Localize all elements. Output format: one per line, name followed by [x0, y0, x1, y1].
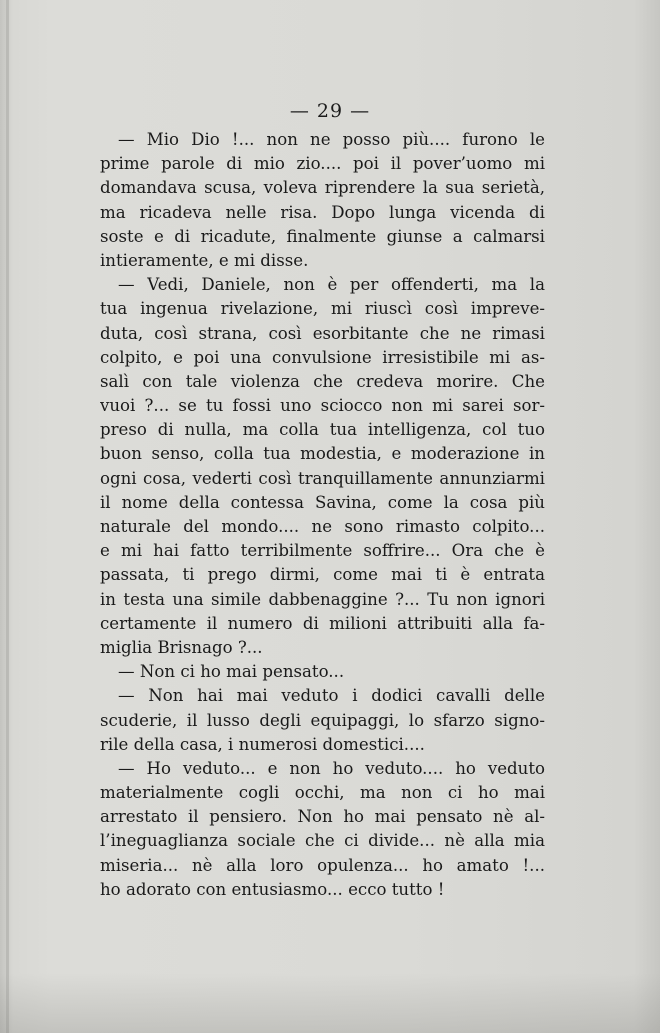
text-line: domandava scusa, voleva riprendere la sua serietà,	[100, 178, 545, 198]
page-binding-edge	[6, 0, 9, 1033]
text-line: — Mio Dio !... non ne posso più.... furono le	[118, 130, 545, 149]
text-line: preso di nulla, ma colla tua intelligenza, col tuo	[100, 420, 545, 440]
text-line: ogni cosa, vederti così tranquillamente annunziarmi	[100, 468, 545, 488]
text-line: e mi hai fatto terribilmente soffrire... Ora che è	[100, 541, 545, 561]
text-line: certamente il numero di milioni attribuiti alla fa-	[100, 613, 545, 633]
text-line: — Ho veduto... e non ho veduto.... ho veduto	[118, 758, 545, 778]
text-line: l’ineguaglianza sociale che ci divide... nè alla mia	[100, 831, 545, 851]
text-line: buon senso, colla tua modestia, e moderazione in	[100, 444, 545, 464]
text-line: passata, ti prego dirmi, come mai ti è entrata	[100, 565, 545, 585]
text-line: il nome della contessa Savina, come la cosa più	[100, 492, 545, 512]
body-text	[100, 128, 545, 902]
text-line: colpito, e poi una convulsione irresistibile mi as-	[100, 347, 545, 367]
text-line: soste e di ricadute, finalmente giunse a calmarsi	[100, 226, 545, 246]
text-line: in testa una simile dabbenaggine ?... Tu non ignori	[100, 589, 545, 609]
text-line: rile della casa, i numerosi domestici....	[100, 734, 425, 754]
text-line: miseria... nè alla loro opulenza... ho amato !...	[100, 855, 545, 875]
text-line: — Non hai mai veduto i dodici cavalli delle	[118, 686, 545, 706]
text-line: salì con tale violenza che credeva morire. Che	[100, 371, 545, 391]
text-line: — Vedi, Daniele, non è per offenderti, ma la	[118, 275, 545, 295]
text-line: arrestato il pensiero. Non ho mai pensato nè al-	[100, 807, 545, 827]
page-bottom-shade	[0, 973, 660, 1033]
text-line: tua ingenua rivelazione, mi riuscì così impreve-	[100, 299, 545, 319]
text-line: miglia Brisnago ?...	[100, 637, 263, 657]
text-line: naturale del mondo.... ne sono rimasto colpito...	[100, 517, 545, 536]
text-line: ho adorato con entusiasmo... ecco tutto !	[100, 879, 445, 899]
text-line: duta, così strana, così esorbitante che ne rimasi	[100, 323, 545, 343]
text-line: prime parole di mio zio.... poi il pover’uomo mi	[100, 154, 545, 174]
text-line: ma ricadeva nelle risa. Dopo lunga vicenda di	[100, 202, 545, 222]
text-line: vuoi ?... se tu fossi uno sciocco non mi sarei sor-	[100, 396, 545, 416]
text-line: intieramente, e mi disse.	[100, 250, 309, 270]
text-line: scuderie, il lusso degli equipaggi, lo sfarzo signo-	[100, 710, 545, 730]
text-line: materialmente cogli occhi, ma non ci ho mai	[100, 783, 545, 803]
text-line: — Non ci ho mai pensato...	[118, 662, 345, 682]
page-number: — 29 —	[289, 100, 371, 122]
